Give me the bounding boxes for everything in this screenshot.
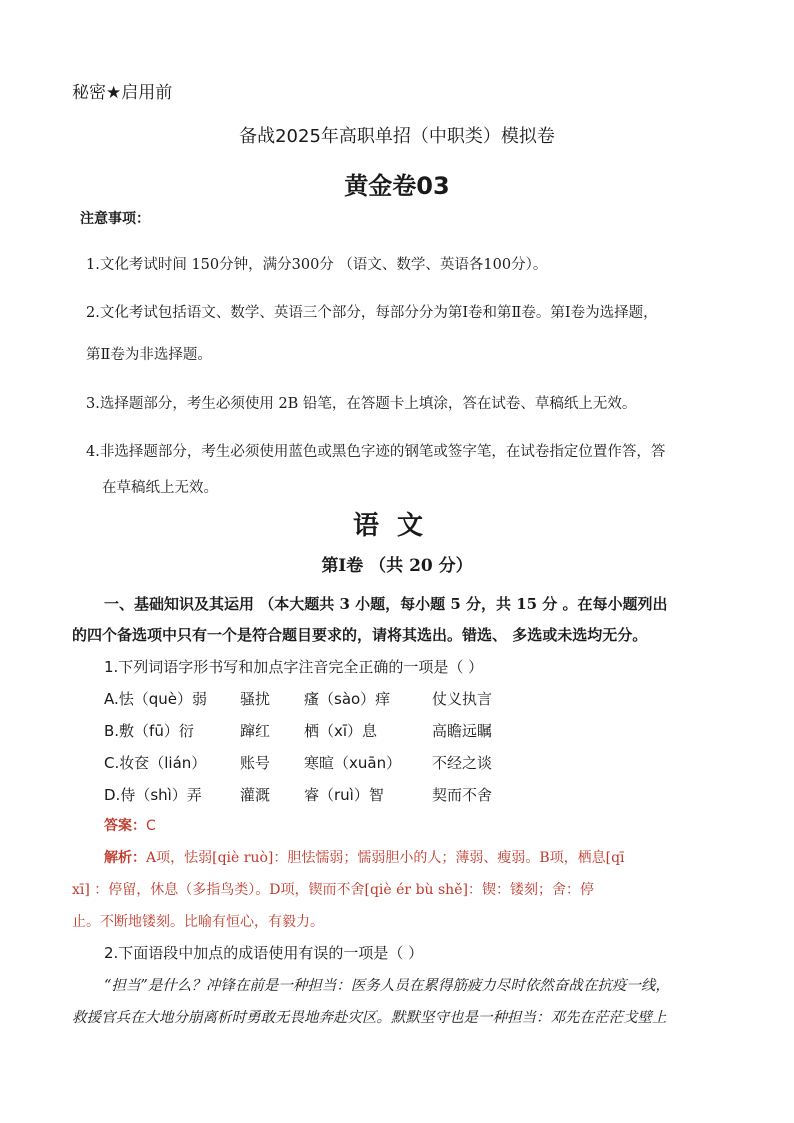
option-c-term: 寒暄（xuān） [304,754,402,772]
notice-item: 3.选择题部分，考生必须使用 2B 铅笔，在答题卡上填涂，答在试卷、草稿纸上无效。 [86,396,637,412]
answer-label: 答案： [104,818,146,834]
notice-item: 第Ⅱ卷为非选择题。 [86,347,212,363]
section-instruction: 一、基础知识及其运用 （本大题共 3 小题，每小题 5 分，共 15 分 。在每小题列出 [104,595,668,613]
option-c-term: C.妆奁（lián） [104,754,207,772]
question-stem: 2.下面语段中加点的成语使用有误的一项是（ ） [104,944,424,962]
passage-line: “担当”是什么？冲锋在前是一种担当：医务人员在累得筋疲力尽时依然奋战在抗疫一线， [104,978,670,994]
part-title: 第Ⅰ卷 （共 20 分） [321,556,473,576]
passage-line: 救援官兵在大地分崩离析时勇敢无畏地奔赴灾区。默默坚守也是一种担当：邓先在茫茫戈壁上 [72,1010,667,1026]
explanation-text: A项，怯弱[qiè ruò]：胆怯懦弱；懦弱胆小的人；薄弱、瘦弱。B项，栖息[qī [146,850,625,866]
option-a-term: 骚扰 [240,690,271,708]
notice-heading: 注意事项： [80,211,150,227]
option-b-term: B.敷（fū）衍 [104,722,194,740]
notice-item: 在草稿纸上无效。 [102,480,218,496]
explanation-label: 解析： [104,850,146,866]
option-a-term: 仗义执言 [432,690,493,708]
exam-title: 黄金卷03 [344,172,450,200]
explanation-line: xī] ：停留，休息（多指鸟类）。D项，锲而不舍[qiè ér bù shě]：锲：镂刻；舍：停 [72,882,594,898]
explanation-line: 止。不断地镂刻。比喻有恒心，有毅力。 [72,914,324,930]
option-c-term: 账号 [240,754,271,772]
explanation-line [104,847,625,867]
question-stem: 1.下列词语字形书写和加点字注音完全正确的一项是（ ） [104,658,484,676]
option-d-term: 睿（ruì）智 [304,786,384,804]
option-a-term: 瘙（sào）痒 [304,690,391,708]
option-d-term: 契而不舍 [432,786,493,804]
exam-subtitle: 备战2025年高职单招（中职类）模拟卷 [239,126,555,147]
option-b-term: 高瞻远瞩 [432,722,493,740]
section-instruction: 的四个备选项中只有一个是符合题目要求的，请将其选出。错选、 多选或未选均无分。 [72,626,648,644]
answer-value: C [146,818,156,834]
answer [104,815,156,835]
option-d-term: 灌溉 [240,786,271,804]
notice-item: 4.非选择题部分，考生必须使用蓝色或黑色字迹的钢笔或签字笔，在试卷指定位置作答，答 [86,444,666,460]
option-c-term: 不经之谈 [432,754,493,772]
option-a-term: A.怯（què）弱 [104,690,208,708]
notice-item: 1.文化考试时间 150分钟，满分300分 （语文、数学、英语各100分）。 [86,257,548,273]
notice-item: 2.文化考试包括语文、数学、英语三个部分，每部分分为第Ⅰ卷和第Ⅱ卷。第Ⅰ卷为选择题， [86,305,658,321]
option-b-term: 栖（xī）息 [304,722,378,740]
confidential-mark: 秘密★启用前 [72,83,173,103]
section-title: 语文 [352,511,441,541]
option-d-term: D.侍（shì）弄 [104,786,202,804]
option-b-term: 蹿红 [240,722,271,740]
